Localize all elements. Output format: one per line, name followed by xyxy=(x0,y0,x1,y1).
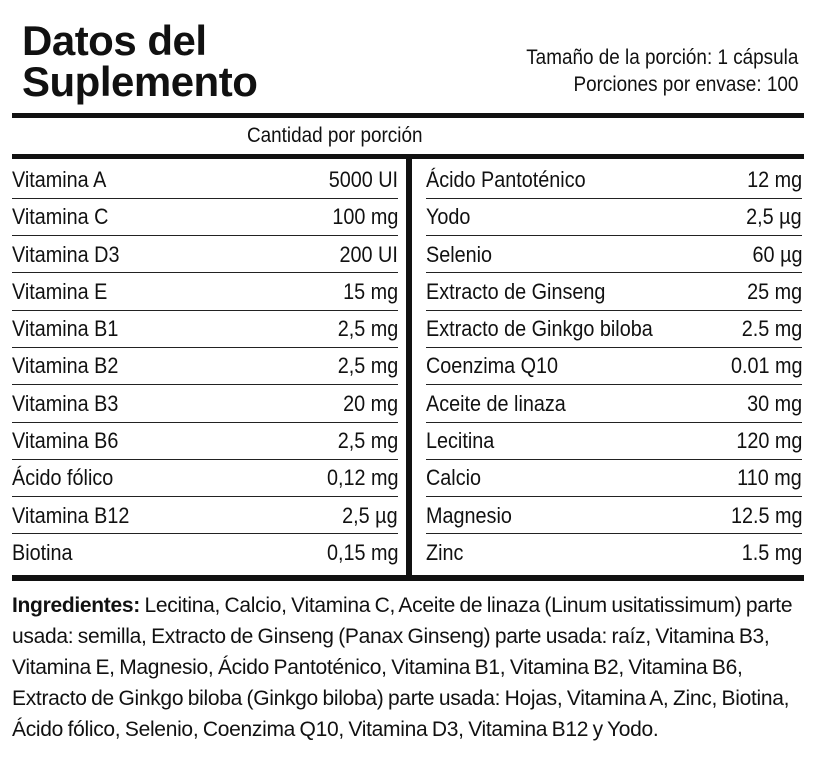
nutrient-row xyxy=(426,200,802,236)
nutrient-row xyxy=(426,387,802,423)
nutrient-name: Zinc xyxy=(426,539,464,565)
nutrient-row xyxy=(12,461,398,497)
nutrient-row xyxy=(12,536,398,572)
nutrient-name: Coenzima Q10 xyxy=(426,353,559,379)
nutrient-row xyxy=(426,275,802,311)
nutrient-row xyxy=(12,424,398,460)
nutrient-amount: 0,12 mg xyxy=(326,465,398,491)
servings-per-container: Porciones por envase: 100 xyxy=(573,73,798,96)
serving-size: Tamaño de la porción: 1 cápsula xyxy=(525,46,798,69)
nutrient-list-right xyxy=(426,163,802,573)
nutrient-amount: 200 UI xyxy=(339,241,398,267)
nutrient-row xyxy=(426,163,802,199)
nutrient-name: Extracto de Ginkgo biloba xyxy=(426,316,653,342)
nutrient-name: Vitamina B2 xyxy=(12,353,119,379)
nutrient-amount: 1.5 mg xyxy=(741,539,802,565)
nutrient-name: Magnesio xyxy=(426,502,512,528)
nutrient-name: Vitamina B6 xyxy=(12,428,119,454)
nutrient-amount: 2,5 mg xyxy=(337,353,398,379)
nutrient-name: Lecitina xyxy=(426,428,495,454)
nutrient-name: Biotina xyxy=(12,539,73,565)
ingredients-text: Lecitina, Calcio, Vitamina C, Aceite de linaza (Linum usitatissimum) parte usada: semilla, Extracto de Ginseng (Panax Ginseng) parte usada: raíz, Vitamina B3, Vitamina E, Magnesio, Ácido Pantoténico, Vitamina B1, Vitamina B2, Vitamina B6, Extracto de Ginkgo biloba (Ginkgo biloba) parte usada: Hojas, Vitamina A, Zinc, Biotina, Ácido fólico, Selenio, Coenzima Q10, Vitamina D3, Vitamina B12 y Yodo. xyxy=(12,594,793,741)
nutrient-amount: 12.5 mg xyxy=(730,502,802,528)
nutrient-name: Vitamina E xyxy=(12,278,108,304)
nutrient-amount: 2,5 µg xyxy=(342,502,398,528)
nutrient-amount: 0,15 mg xyxy=(326,539,398,565)
nutrient-row xyxy=(12,349,398,385)
nutrient-row xyxy=(426,349,802,385)
nutrient-row xyxy=(12,163,398,199)
nutrient-row xyxy=(12,387,398,423)
top-rule xyxy=(12,113,804,118)
nutrient-amount: 25 mg xyxy=(746,278,802,304)
nutrient-row xyxy=(12,499,398,535)
nutrient-amount: 120 mg xyxy=(735,428,802,454)
nutrient-amount: 100 mg xyxy=(331,204,398,230)
nutrient-row xyxy=(12,312,398,348)
nutrient-name: Calcio xyxy=(426,465,482,491)
nutrient-name: Vitamina C xyxy=(12,204,109,230)
nutrient-amount: 2,5 µg xyxy=(746,204,802,230)
nutrient-amount: 15 mg xyxy=(342,278,398,304)
bottom-rule xyxy=(12,575,804,581)
panel-title xyxy=(22,17,258,105)
nutrient-name: Vitamina B3 xyxy=(12,390,119,416)
nutrient-row xyxy=(12,200,398,236)
nutrient-name: Extracto de Ginseng xyxy=(426,278,606,304)
nutrient-name: Ácido fólico xyxy=(12,465,114,491)
nutrient-amount: 20 mg xyxy=(342,390,398,416)
nutrient-row xyxy=(426,499,802,535)
title-line-2: Suplemento xyxy=(22,58,258,105)
title-line-1: Datos del xyxy=(22,17,207,64)
column-divider xyxy=(406,154,412,578)
nutrient-name: Vitamina A xyxy=(12,167,107,192)
nutrient-amount: 60 µg xyxy=(752,241,802,267)
nutrient-amount: 30 mg xyxy=(746,390,802,416)
nutrient-name: Aceite de linaza xyxy=(426,390,566,416)
nutrient-row xyxy=(426,461,802,497)
nutrient-name: Vitamina B12 xyxy=(12,502,130,528)
amount-per-serving-header: Cantidad por porción xyxy=(247,124,423,147)
nutrient-row xyxy=(426,312,802,348)
ingredients-label: Ingredientes: xyxy=(12,594,140,617)
nutrient-amount: 110 mg xyxy=(737,465,802,491)
nutrient-row xyxy=(12,275,398,311)
nutrient-row xyxy=(426,536,802,572)
serving-info xyxy=(526,44,798,98)
nutrient-row xyxy=(12,238,398,274)
nutrient-name: Ácido Pantoténico xyxy=(426,167,586,192)
nutrient-name: Vitamina B1 xyxy=(12,316,119,342)
nutrient-name: Vitamina D3 xyxy=(12,241,120,267)
nutrient-name: Selenio xyxy=(426,241,493,267)
nutrient-row xyxy=(426,424,802,460)
nutrient-row xyxy=(426,238,802,274)
nutrient-list-left xyxy=(12,163,398,573)
nutrient-amount: 2,5 mg xyxy=(337,428,398,454)
nutrient-amount: 5000 UI xyxy=(328,167,398,192)
nutrient-name: Yodo xyxy=(426,204,471,230)
supplement-facts-panel xyxy=(12,0,804,767)
nutrient-amount: 2,5 mg xyxy=(337,316,398,342)
nutrient-amount: 0.01 mg xyxy=(730,353,802,379)
ingredients-paragraph xyxy=(12,590,804,745)
nutrient-amount: 2.5 mg xyxy=(741,316,802,342)
nutrient-amount: 12 mg xyxy=(746,167,802,192)
